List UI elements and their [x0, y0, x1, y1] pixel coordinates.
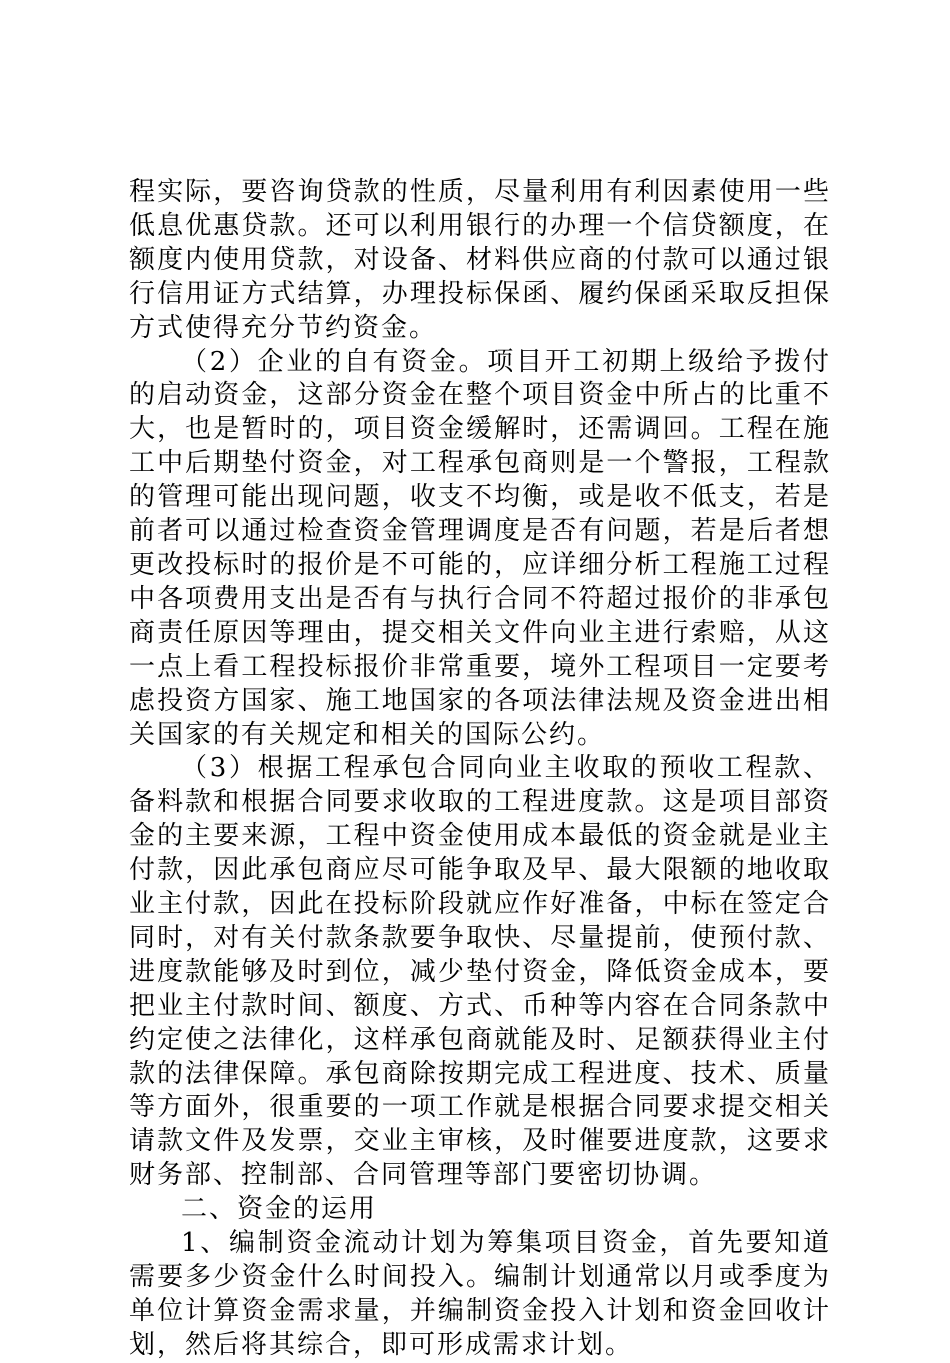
document-body [129, 176, 831, 1363]
paragraph-owner-payments: （3）根据工程承包合同向业主收取的预收工程款、备料款和根据合同要求收取的工程进度款。这是项目部资金的主要来源，工程中资金使用成本最低的资金就是业主付款，因此承包商应尽可能争取及早、最大限额的地收取业主付款，因此在投标阶段就应作好准备，中标在签定合同时，对有关付款条款要争取快、尽量提前，使预付款、进度款能够及时到位，减少垫付资金，降低资金成本，要把业主付款时间、额度、方式、币种等内容在合同条款中约定使之法律化，这样承包商就能及时、足额获得业主付款的法律保障。承包商除按期完成工程进度、技术、质量等方面外，很重要的一项工作就是根据合同要求提交相关请款文件及发票，交业主审核，及时催要进度款，这要求财务部、控制部、合同管理等部门要密切协调。 [129, 753, 831, 1191]
paragraph-loan-continuation: 程实际，要咨询贷款的性质，尽量利用有利因素使用一些低息优惠贷款。还可以利用银行的办理一个信贷额度，在额度内使用贷款，对设备、材料供应商的付款可以通过银行信用证方式结算，办理投标保函、履约保函采取反担保方式使得充分节约资金。 [129, 177, 831, 343]
paragraph-cash-flow-plan: 1、编制资金流动计划为筹集项目资金，首先要知道需要多少资金什么时间投入。编制计划通常以月或季度为单位计算资金需求量，并编制资金投入计划和资金回收计划，然后将其综合，即可形成需求计划。 [129, 1228, 831, 1360]
paragraph-own-funds: （2）企业的自有资金。项目开工初期上级给予拨付的启动资金，这部分资金在整个项目资金中所占的比重不大，也是暂时的，项目资金缓解时，还需调回。工程在施工中后期垫付资金，对工程承包商则是一个警报，工程款的管理可能出现问题，收支不均衡，或是收不低支，若是前者可以通过检查资金管理调度是否有问题，若是后者想更改投标时的报价是不可能的，应详细分析工程施工过程中各项费用支出是否有与执行合同不符超过报价的非承包商责任原因等理由，提交相关文件向业主进行索赔，从这一点上看工程投标报价非常重要，境外工程项目一定要考虑投资方国家、施工地国家的各项法律法规及资金进出相关国家的有关规定和相关的国际公约。 [129, 346, 831, 750]
section-heading: 二、资金的运用 [181, 1194, 378, 1225]
